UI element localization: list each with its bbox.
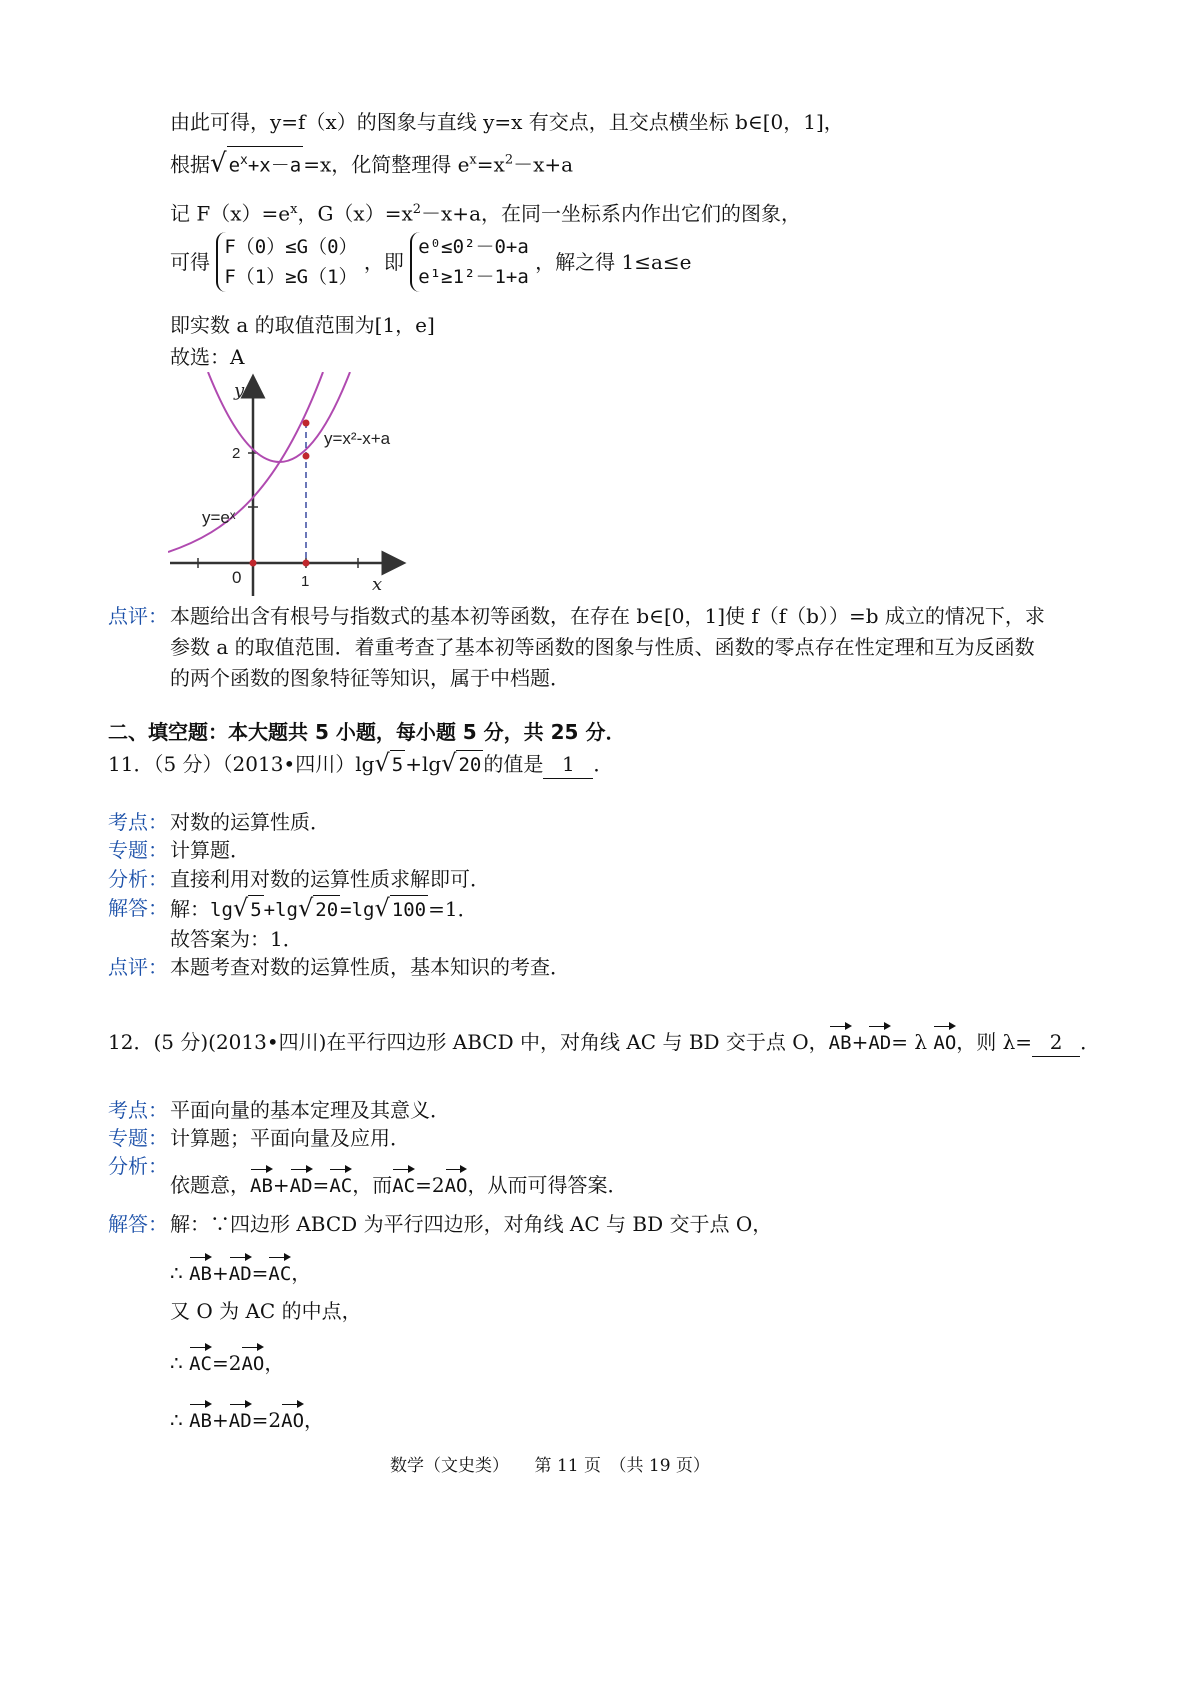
- q11-fenxi: 直接利用对数的运算性质求解即可．: [170, 867, 490, 891]
- q11-zhuanti: 计算题．: [170, 838, 250, 862]
- q11-dianping-label: 点评：: [108, 955, 168, 979]
- origin-label: 0: [232, 568, 242, 587]
- tick-y2-label: 2: [232, 445, 241, 462]
- q11-kaodian: 对数的运算性质．: [170, 810, 330, 834]
- q12-kaodian-label: 考点：: [108, 1098, 168, 1122]
- comment-text-3: 的两个函数的图象特征等知识，属于中档题．: [170, 666, 570, 690]
- q12-solution-2: ∴ AB+AD=AC，: [170, 1256, 311, 1288]
- q11-jieda-label: 解答：: [108, 896, 168, 920]
- point-parabola-at-1: [303, 453, 310, 460]
- q11-zhuanti-label: 专题：: [108, 838, 168, 862]
- answer-blank-12: 2: [1032, 1028, 1080, 1057]
- section-heading: 二、填空题：本大题共 5 小题，每小题 5 分，共 25 分．: [108, 720, 626, 744]
- q12-solution-5: ∴ AB+AD=2AO，: [170, 1403, 324, 1435]
- q11-kaodian-label: 考点：: [108, 810, 168, 834]
- q11-dianping: 本题考查对数的运算性质，基本知识的考查．: [170, 955, 570, 979]
- page-footer: 数学（文史类） 第 11 页 （共 19 页）: [390, 1456, 710, 1476]
- solution-line-6: 故选：A: [170, 345, 245, 369]
- q12-zhuanti: 计算题；平面向量及应用．: [170, 1126, 410, 1150]
- parabola-curve: [208, 372, 350, 462]
- exp-label: y=eˣ: [202, 508, 236, 527]
- solution-line-3: 记 $F(x)=e^x$，$G(x)=x^2-x+a$，在同一坐标系内作出它们的图象，: [170, 201, 801, 226]
- comment-text-1: 本题给出含有根号与指数式的基本初等函数，在存在 b∈[0，1]使 f（f（b））=b 成立的情况下，求: [170, 604, 1045, 628]
- solution-line-5: 即实数 a 的取值范围为[1，e]: [170, 313, 435, 337]
- point-origin: [250, 560, 257, 567]
- exponential-curve: [168, 372, 323, 552]
- answer-blank-11: 1: [543, 750, 593, 779]
- q12-kaodian: 平面向量的基本定理及其意义．: [170, 1098, 450, 1122]
- q12-solution-1: 解：∵四边形 ABCD 为平行四边形，对角线 AC 与 BD 交于点 O，: [170, 1212, 773, 1236]
- question-11: 11．（5 分）（2013•四川）lg√ 5 +lg√ 20 的值是 1 ．: [108, 749, 614, 777]
- comment-text-2: 参数 a 的取值范围．着重考查了基本初等函数的图象与性质、函数的零点存在性定理和互为反函数: [170, 635, 1035, 659]
- y-axis-label: y: [234, 380, 245, 401]
- comment-label: 点评：: [108, 604, 168, 628]
- q12-jieda-label: 解答：: [108, 1212, 168, 1236]
- solution-line-1: 由此可得，y=f（x）的图象与直线 y=x 有交点，且交点横坐标 b∈[0，1]，: [170, 110, 844, 134]
- parabola-label: y=x²-x+a: [324, 429, 391, 448]
- q12-fenxi: 依题意，AB+AD=AC，而AC=2AO，从而可得答案．: [170, 1168, 627, 1200]
- q11-answer-line: 故答案为：1．: [170, 927, 303, 951]
- solution-line-4: 可得 F（0）≤G（0） F（1）≥G（1） ，即 e⁰≤0²－0+a e¹≥1²－1+a ，解之得 1≤a≤e: [170, 232, 692, 292]
- q12-zhuanti-label: 专题：: [108, 1126, 168, 1150]
- inequality-system-2: e⁰≤0²－0+a e¹≥1²－1+a: [410, 232, 529, 292]
- q12-solution-3: 又 O 为 AC 的中点，: [170, 1299, 362, 1323]
- question-12: 12．(5 分)(2013•四川)在平行四边形 ABCD 中，对角线 AC 与 BD 交于点 O，AB+AD= λ AO，则 λ= 2 ．: [108, 1025, 1100, 1057]
- function-graph: [168, 372, 408, 597]
- q11-solution: 解：lg√ 5 +lg√ 20 =lg√ 100 =1．: [170, 894, 478, 922]
- q11-fenxi-label: 分析：: [108, 867, 168, 891]
- q12-solution-4: ∴ AC=2AO，: [170, 1346, 284, 1378]
- tick-x1-label: 1: [301, 573, 310, 590]
- solution-line-2: 根据√ $e^x+x-a =x$，化简整理得 $e^x=x^2-x+a$: [170, 146, 573, 179]
- q12-fenxi-label: 分析：: [108, 1154, 168, 1178]
- x-axis-label: x: [372, 574, 383, 595]
- point-x1: [303, 560, 310, 567]
- point-exp-at-1: [303, 420, 310, 427]
- inequality-system-1: F（0）≤G（0） F（1）≥G（1）: [216, 232, 357, 292]
